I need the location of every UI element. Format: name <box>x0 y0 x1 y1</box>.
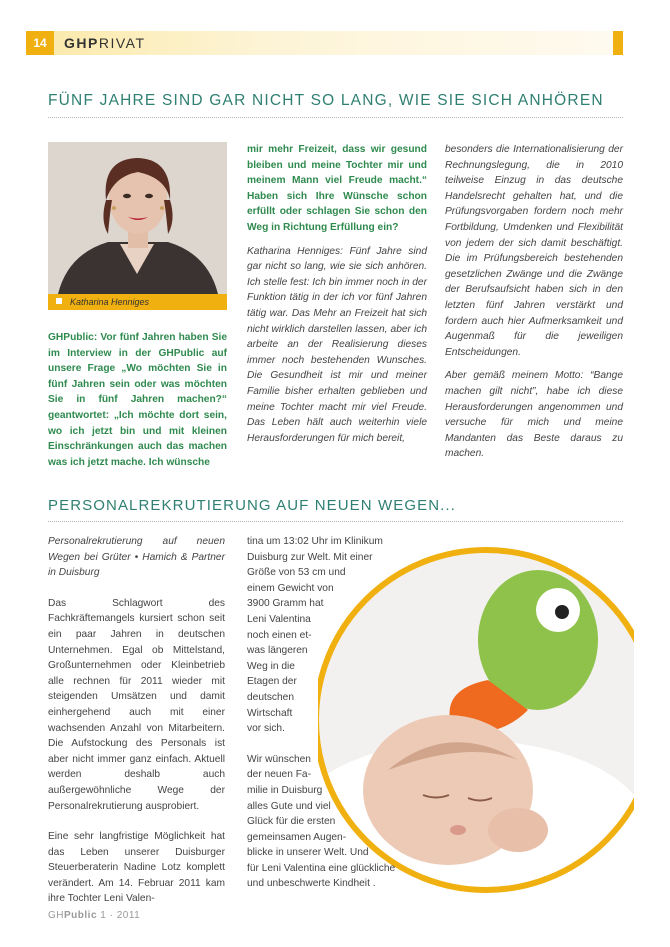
header-accent-tab <box>613 31 623 55</box>
baby-text-line: Wir wünschen <box>247 753 311 765</box>
divider <box>48 117 623 118</box>
interview-question-part1: GHPublic: Vor fünf Jahren haben Sie im Interview in der GHPublic auf unsere Frage „Wo möchten Sie in fünf Jahren sein oder was möchten Sie in fünf Jahren machen?“ geantwortet: „Ich möchte dort sein, wo ich jetzt bin und mit kleinen Einschränkungen auch das machen was ich jetzt mache. Ich wünsche <box>48 332 227 468</box>
magazine-brand: GHPRIVAT <box>64 35 146 51</box>
divider <box>48 521 623 522</box>
interview-answer-part2: besonders die Internationalisierung der Rechnungslegung, die in 2010 teilweise Einzug in das deutsche Handelsrecht gehalten hat, und die Prüfungsvorgaben fordern noch mehr Fortbildung, Umdenken und Flexibilität von jedem der sich damit beschäftigt. Die im Prüfungsbereich bestehenden gesetzlichen Zwänge und die Zwänge der Berufsaufsicht haben sich in den letzten fünf Jahren verstärkt und fordern auch hier Aufmerksamkeit und Augenmaß für die jeweiligen Entscheidungen. <box>445 144 623 358</box>
baby-text-line: 3900 Gramm hat <box>247 598 324 610</box>
baby-text-line: milie in Duisburg <box>247 784 323 796</box>
page-footer: GHPublic 1 · 2011 <box>48 910 141 921</box>
interview-answer-part3: Aber gemäß meinem Motto: “Bange machen gilt nicht”, habe ich diese Herausforderungen angenommen und versuche für mich und meine Mandanten das Beste daraus zu machen. <box>445 370 623 460</box>
recruitment-column-1 <box>48 534 225 915</box>
photo-caption: Katharina Henniges <box>48 294 227 310</box>
baby-text-line: was längeren <box>247 645 308 657</box>
page-number: 14 <box>26 31 54 55</box>
recruitment-column-2 <box>247 534 422 892</box>
portrait-photo <box>48 142 227 294</box>
baby-text-line: Glück für die ersten <box>247 816 336 828</box>
recruitment-paragraph-2: Eine sehr langfristige Möglichkeit hat das Leben unserer Duisburger Steuerberaterin Nadine Lotz komplett verändert. Am 14. Februar 2011 kam ihre Tochter Leni Valen- <box>48 831 225 905</box>
baby-text-line: Etagen der <box>247 676 297 688</box>
square-bullet-icon <box>56 298 62 304</box>
baby-text-line: vor sich. <box>247 723 285 735</box>
baby-text-line: und unbeschwerte Kindheit . <box>247 878 376 890</box>
baby-text-line: noch einen et- <box>247 629 312 641</box>
baby-text-line: blicke in unserer Welt. Und <box>247 847 369 859</box>
baby-text-line: alles Gute und viel <box>247 800 331 812</box>
baby-text-line: Leni Valentina <box>247 613 311 625</box>
article-title-recruitment: PERSONALREKRUTIERUNG AUF NEUEN WEGEN... <box>48 497 456 514</box>
baby-text-line: gemeinsamen Augen- <box>247 831 347 843</box>
interview-answer-part1: Katharina Henniges: Fünf Jahre sind gar nicht so lang, wie sie sich anhören. Ich stelle fest: Ich bin immer noch in der Funktion tätig in der ich vor fünf Jahren tätig war. Das Mehr an Freizeit hat sich nicht wirklich darstellen lassen, aber ich arbeite an der Realisierung dieses immer noch bestehenden Wunsches. Die Gesundheit ist mir und meiner Familie bisher erhalten geblieben und meine Tochter macht mir viel Freude. Das Leben hält auch weiterhin viele Herausforderungen für mich bereit, <box>247 245 427 444</box>
page-header <box>26 31 623 55</box>
baby-text-line: tina um 13:02 Uhr im Klinikum <box>247 536 383 547</box>
baby-text-line: deutschen <box>247 691 295 703</box>
baby-text-line: der neuen Fa- <box>247 769 311 781</box>
recruitment-paragraph-1: Das Schlagwort des Fachkräftemangels kursiert schon seit ein paar Jahren in deutschen Unternehmen. Egal ob Mittelstand, Großunternehmen oder Kleinbetrieb alle rechnen für 2011 wieder mit steigenden Umsätzen und damit einhergehend auch mit einer wachsenden Anzahl von Mitarbeitern. Die Aufstockung des Personals ist aber nicht immer ganz einfach. Aktuell werden deshalb auch außergewöhnliche Wege der Personalrekrutierung ausprobiert. <box>48 597 225 812</box>
interview-column-2 <box>247 142 427 454</box>
baby-text-line: für Leni Valentina eine glückliche <box>247 862 396 874</box>
recruitment-intro: Personalrekrutierung auf neuen Wegen bei Grüter • Hamich & Partner in Duisburg <box>48 536 225 579</box>
article-title-interview: FÜNF JAHRE SIND GAR NICHT SO LANG, WIE SIE SICH ANHÖREN <box>48 92 604 109</box>
baby-text-line: Duisburg zur Welt. Mit einer <box>247 551 373 563</box>
baby-text-line: Größe von 53 cm und <box>247 567 346 579</box>
baby-text-line: Wirtschaft <box>247 707 293 719</box>
baby-text-line: Weg in die <box>247 660 295 672</box>
interview-column-3 <box>445 142 623 470</box>
interview-question-part2: mir mehr Freizeit, dass wir gesund bleiben und meine Tochter mir und meinem Mann viel Freude macht.“ Haben sich Ihre Wünsche schon erfüllt oder schlagen Sie schon den Weg in Richtung Erfüllung ein? <box>247 144 427 233</box>
baby-text-line: einem Gewicht von <box>247 582 334 594</box>
